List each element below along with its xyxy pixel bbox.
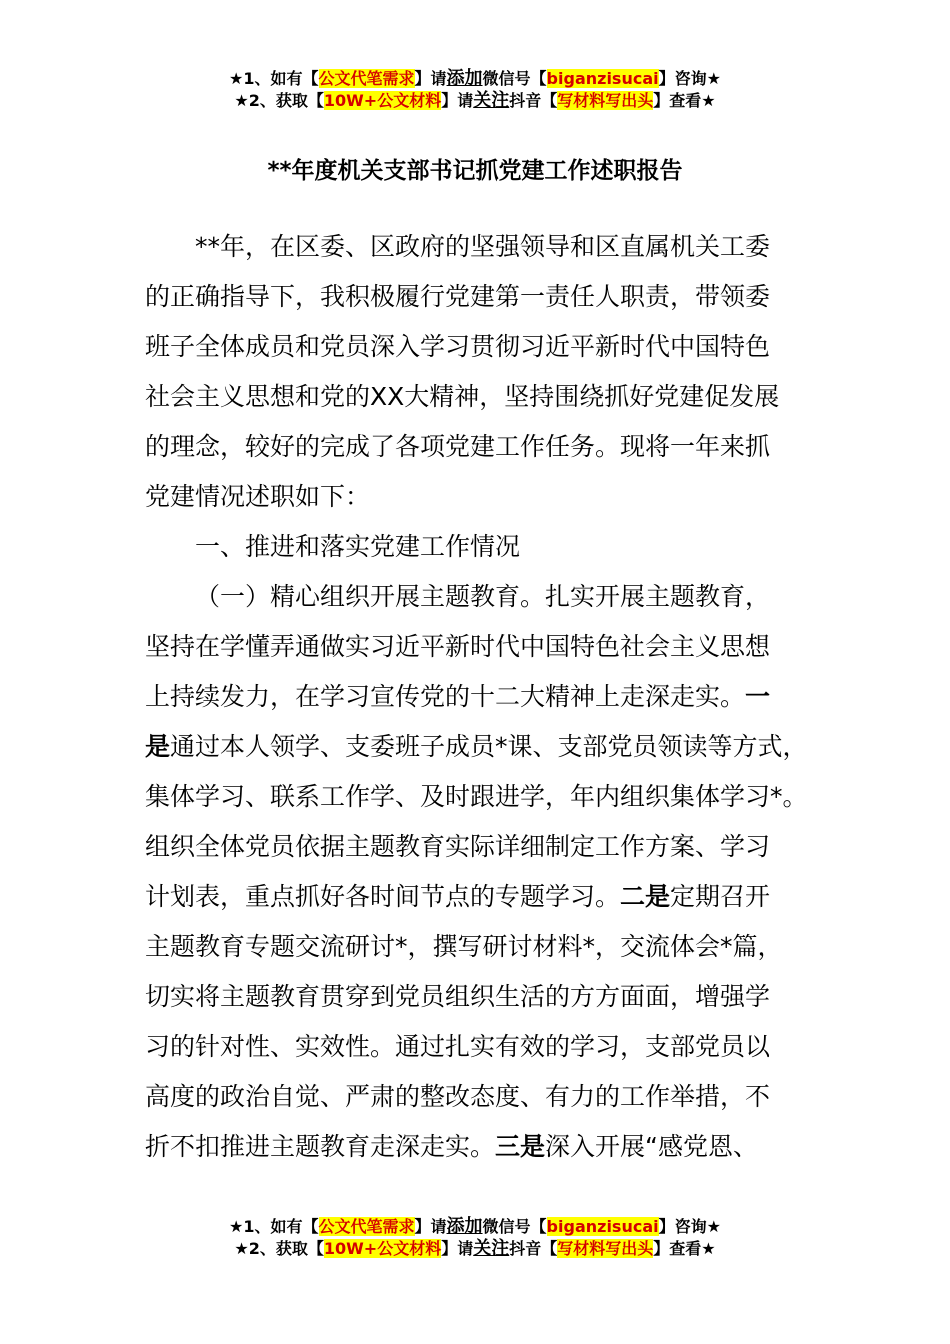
body-line: 集体学习、联系工作学、及时跟进学，年内组织集体学习*。: [145, 782, 808, 811]
banner-line-2: ★2、获取【10W+公文材料】请关注抖音【写材料写出头】查看★: [234, 1238, 716, 1259]
document-title: **年度机关支部书记抓党建工作述职报告: [267, 158, 683, 184]
body-line: 班子全体成员和党员深入学习贯彻习近平新时代中国特色: [145, 332, 771, 361]
body-line: 是通过本人领学、支委班子成员*课、支部党员领读等方式，: [145, 732, 808, 761]
body-line: 的正确指导下，我积极履行党建第一责任人职责，带领委: [145, 282, 771, 311]
body-line: 党建情况述职如下：: [145, 482, 371, 511]
body-line: 折不扣推进主题教育走深走实。三是深入开展“感党恩、: [145, 1132, 758, 1161]
subsection-heading: （一）精心组织开展主题教育。扎实开展主题教育，: [195, 582, 771, 611]
body-line: 计划表，重点抓好各时间节点的专题学习。二是定期召开: [145, 882, 771, 911]
body-line: 组织全体党员依据主题教育实际详细制定工作方案、学习: [145, 832, 771, 861]
banner-line-2: ★2、获取【10W+公文材料】请关注抖音【写材料写出头】查看★: [234, 90, 716, 111]
body-line: 高度的政治自觉、严肃的整改态度、有力的工作举措，不: [145, 1082, 771, 1111]
section-heading: 一、推进和落实党建工作情况: [195, 532, 521, 561]
body-line: 主题教育专题交流研讨*，撰写研讨材料*，交流体会*篇，: [145, 932, 783, 961]
footer-banner: [0, 1216, 950, 1260]
body-line: 的理念，较好的完成了各项党建工作任务。现将一年来抓: [145, 432, 771, 461]
body-line: 切实将主题教育贯穿到党员组织生活的方方面面，增强学: [145, 982, 771, 1011]
banner-line-1: ★1、如有【公文代笔需求】请添加微信号【biganzisucai】咨询★: [229, 68, 721, 89]
body-line: 社会主义思想和党的XX大精神，坚持围绕抓好党建促发展: [145, 382, 780, 411]
banner-line-1: ★1、如有【公文代笔需求】请添加微信号【biganzisucai】咨询★: [229, 1216, 721, 1237]
body-line: 坚持在学懂弄通做实习近平新时代中国特色社会主义思想: [145, 632, 771, 661]
body-line: 习的针对性、实效性。通过扎实有效的学习，支部党员以: [145, 1032, 771, 1061]
header-banner: [0, 68, 950, 112]
document-body: [145, 222, 820, 1172]
body-line: **年，在区委、区政府的坚强领导和区直属机关工委: [195, 232, 771, 261]
body-line: 上持续发力，在学习宣传党的十二大精神上走深走实。一: [145, 682, 771, 711]
